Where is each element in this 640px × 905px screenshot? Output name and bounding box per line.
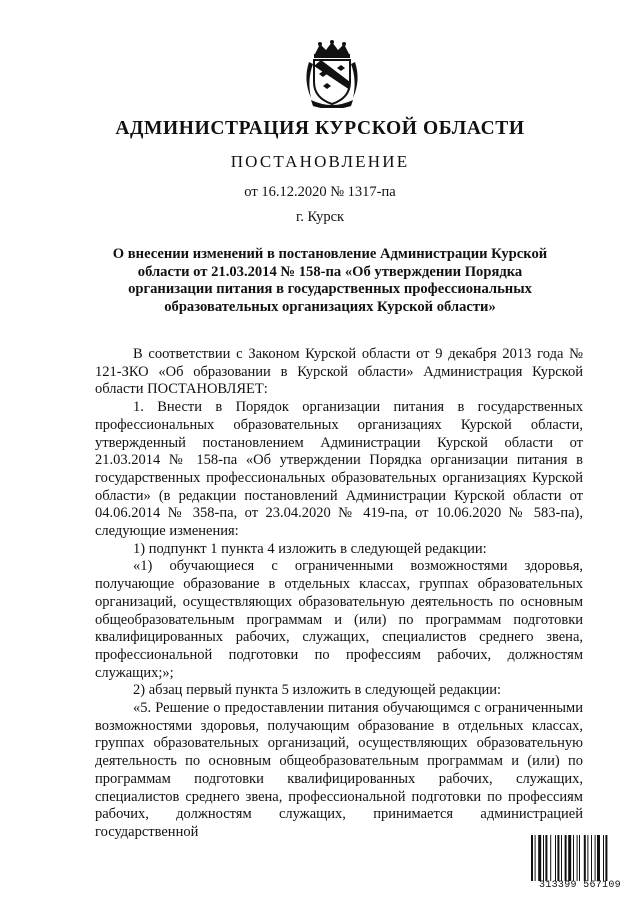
barcode-stripe (561, 835, 562, 881)
body-paragraph: «1) обучающиеся с ограниченными возможностями здоровья, получающие образование в отдельных классах, группах образовательных организаций, осуществляющих образовательную деятельность по основным общеобразовательным программам и (или) по программам подготовки квалифицированных рабочих, служащих, специалистов среднего звена, профессиональной подготовки по профессиям рабочих, должностям служащих;»; (95, 558, 583, 681)
document-type: ПОСТАНОВЛЕНИЕ (230, 152, 410, 171)
barcode-number: 313399 567109 (539, 880, 621, 891)
barcode-stripe (531, 835, 533, 881)
barcode-stripe (603, 835, 604, 881)
barcode-stripe (595, 835, 596, 881)
body-paragraph: В соответствии с Законом Курской области от 9 декабря 2013 года № 121-ЗКО «Об образовании в Курской области» Администрация Курской области ПОСТАНОВЛЯЕТ: (95, 346, 583, 398)
body-paragraph: «5. Решение о предоставлении питания обучающимся с ограниченными возможностями здоровья, получающим образование в отдельных классах, группах образовательных организаций, осуществляющих образовательную деятельность по основным общеобразовательным программам и (или) по программам подготовки квалифицированных рабочих, служащих, специалистов среднего звена, профессиональной подготовки по профессиям рабочих, должностям служащих, принимается администрацией государственной (95, 700, 583, 840)
barcode-stripe (568, 835, 571, 881)
kursk-coat-of-arms-icon (301, 40, 363, 108)
barcode-stripe (591, 835, 592, 881)
barcode-stripe (605, 835, 607, 881)
barcode-stripe (543, 835, 544, 881)
barcode-stripe (577, 835, 578, 881)
barcode-stripe (538, 835, 541, 881)
body-paragraph: 2) абзац первый пункта 5 изложить в следующей редакции: (133, 682, 502, 699)
document-title: О внесении изменений в постановление Администрации Курской области от 21.03.2014 № 158-па «Об утверждении Порядка организации питания в государственных профессиональных образовательных организациях Курской области» (112, 246, 548, 315)
document-body (95, 346, 583, 842)
barcode-stripe (557, 835, 559, 881)
barcode-stripe (579, 835, 580, 881)
body-paragraph: 1. Внести в Порядок организации питания в государственных профессиональных образовательных организациях Курской области, утвержденный постановлением Администрации Курской области от 21.03.2014 № 158-па «Об утверждении Порядка организации питания в государственных профессиональных образовательных организациях Курской области» (в редакции постановлений Администрации Курской области от 04.06.2014 № 358-па, от 23.04.2020 № 419-па, от 10.06.2020 № 583-па), следующие изменения: (95, 399, 583, 540)
barcode-stripe (545, 835, 547, 881)
barcode-stripe (597, 835, 600, 881)
document-barcode (530, 835, 630, 895)
organization-name: АДМИНИСТРАЦИЯ КУРСКОЙ ОБЛАСТИ (115, 118, 525, 139)
body-paragraph: 1) подпункт 1 пункта 4 изложить в следующей редакции: (133, 540, 487, 557)
barcode-stripe (565, 835, 567, 881)
barcode-stripe (550, 835, 551, 881)
barcode-stripe (573, 835, 574, 881)
barcode-stripe (535, 835, 536, 881)
barcode-stripe (555, 835, 556, 881)
document-city: г. Курск (295, 209, 345, 225)
barcode-stripe (584, 835, 586, 881)
document-date-number: от 16.12.2020 № 1317-па (244, 184, 396, 200)
barcode-icon (530, 835, 630, 881)
barcode-stripe (587, 835, 588, 881)
